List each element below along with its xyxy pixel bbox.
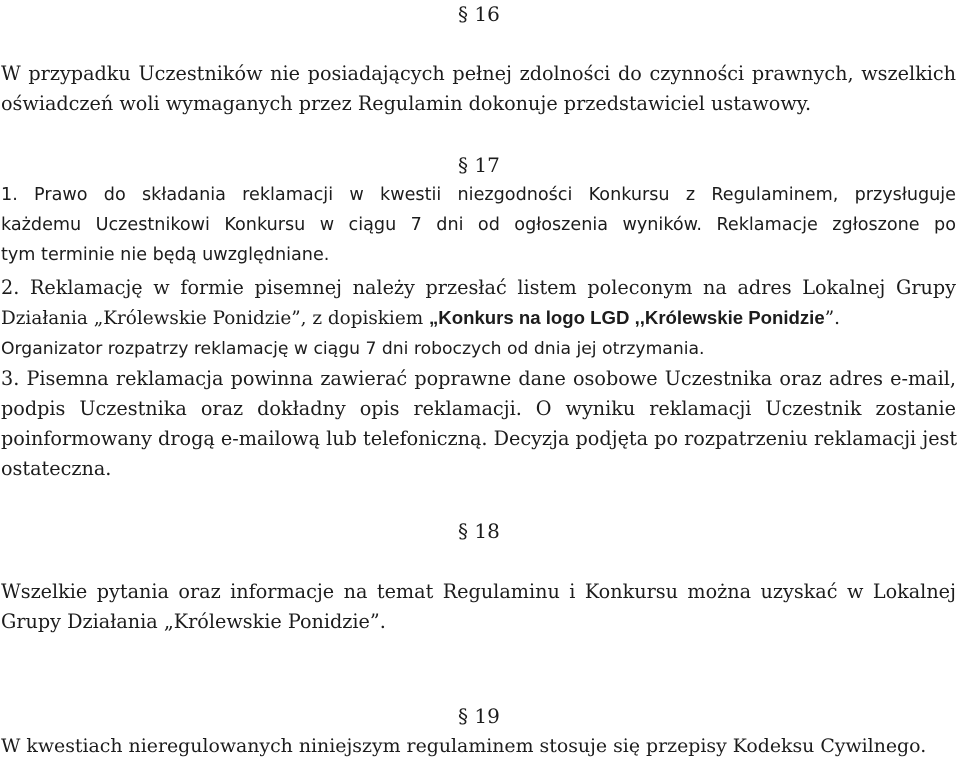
paragraph-line: ostateczna. <box>1 457 112 480</box>
section-heading-19: § 19 <box>458 704 500 728</box>
paragraph-line: W przypadku Uczestników nie posiadających pełnej zdolności do czynności prawnych, wszelkich <box>1 62 956 85</box>
bold-contest-name: „Konkurs na logo LGD ,,Królewskie Ponidzie <box>429 307 825 328</box>
paragraph-line: Organizator rozpatrzy reklamację w ciągu 7 dni roboczych od dnia jej otrzymania. <box>1 339 705 359</box>
paragraph-line: W kwestiach nieregulowanych niniejszym regulaminem stosuje się przepisy Kodeksu Cywilnego. <box>1 735 927 757</box>
paragraph-line: 3. Pisemna reklamacja powinna zawierać poprawne dane osobowe Uczestnika oraz adres e-mail, <box>1 367 956 390</box>
paragraph-line: oświadczeń woli wymaganych przez Regulamin dokonuje przedstawiciel ustawowy. <box>1 92 812 115</box>
paragraph-line: każdemu Uczestnikowi Konkursu w ciągu 7 dni od ogłoszenia wyników. Reklamacje zgłoszone po <box>1 215 956 235</box>
paragraph-line: 1. Prawo do składania reklamacji w kwestii niezgodności Konkursu z Regulaminem, przysługuje <box>1 185 956 205</box>
paragraph-line-mixed <box>1 306 956 331</box>
section-heading-16: § 16 <box>458 2 500 26</box>
line-text: ”. <box>824 308 840 329</box>
paragraph-line: tym terminie nie będą uwzględniane. <box>1 245 330 265</box>
paragraph-line: Grupy Działania „Królewskie Ponidzie”. <box>1 610 386 633</box>
section-heading-17: § 17 <box>458 153 500 177</box>
paragraph-line: podpis Uczestnika oraz dokładny opis reklamacji. O wyniku reklamacji Uczestnik zostanie <box>1 397 956 420</box>
section-heading-18: § 18 <box>458 519 500 543</box>
paragraph-line: poinformowany drogą e-mailową lub telefoniczną. Decyzja podjęta po rozpatrzeniu reklamacji jest <box>1 427 958 450</box>
line-text: Działania „Królewskie Ponidzie”, z dopiskiem <box>1 308 429 329</box>
paragraph-line: Wszelkie pytania oraz informacje na temat Regulaminu i Konkursu można uzyskać w Lokalnej <box>1 580 956 603</box>
paragraph-line: 2. Reklamację w formie pisemnej należy przesłać listem poleconym na adres Lokalnej Grupy <box>1 276 956 299</box>
